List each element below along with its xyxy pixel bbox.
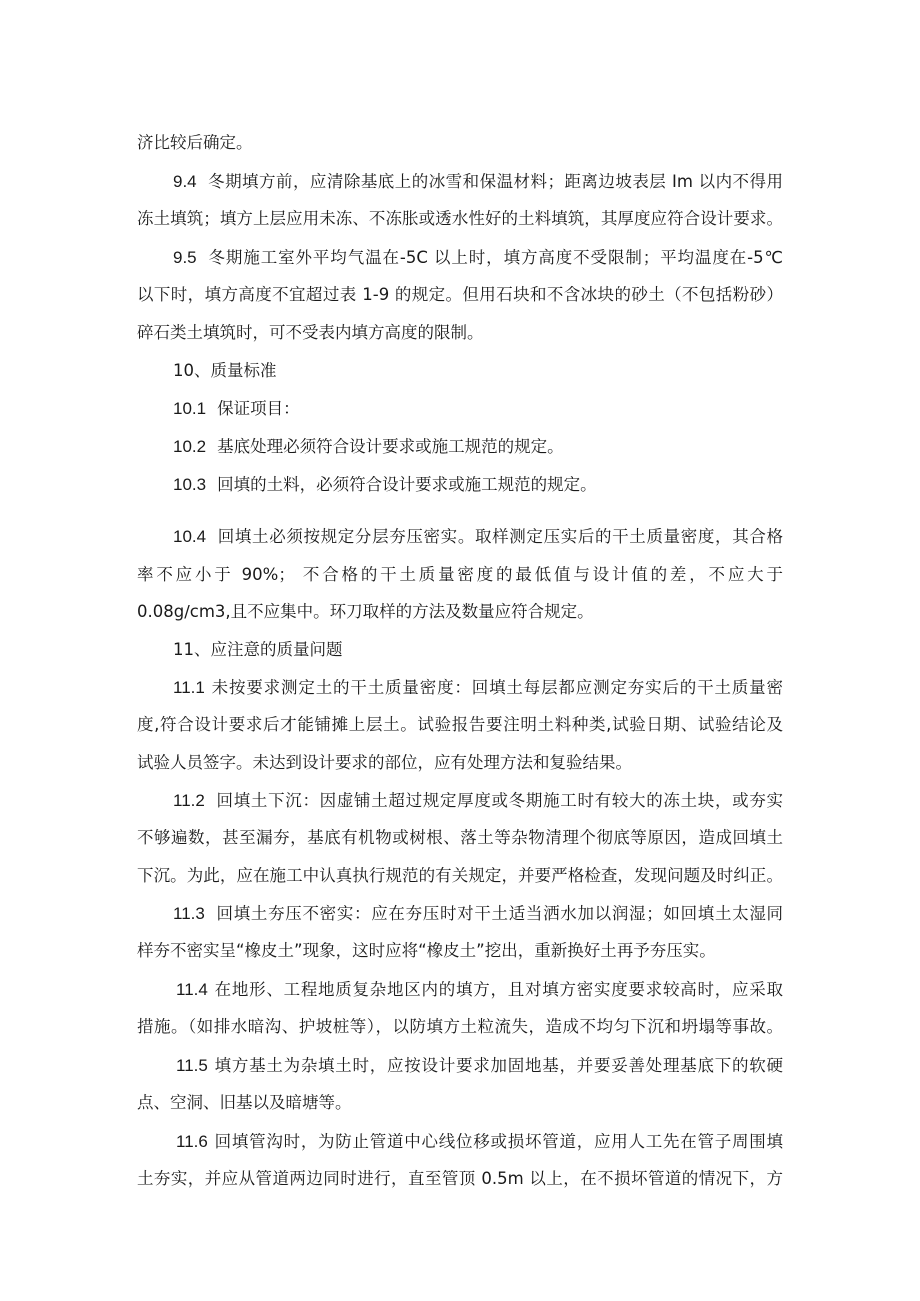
line-text: 点、空洞、旧基以及暗塘等。 xyxy=(137,1093,352,1112)
clause-number: 11.6 xyxy=(176,1132,208,1151)
clause-11-5-line xyxy=(176,1055,783,1077)
line-text: 度,符合设计要求后才能铺摊上层土。试验报告要注明土料种类,试验日期、试验结论及 xyxy=(137,715,783,734)
clause-11-6-line xyxy=(176,1131,783,1153)
paragraph-line xyxy=(137,1168,783,1190)
line-text: 0.08g∕cm3,且不应集中。环刀取样的方法及数量应符合规定。 xyxy=(137,602,594,621)
clause-10-3-line xyxy=(173,474,783,496)
line-text: 在地形、工程地质复杂地区内的填方，且对填方密实度要求较高时，应采取 xyxy=(213,980,783,999)
clause-number: 9.4 xyxy=(173,172,197,191)
clause-11-4-line xyxy=(176,979,783,1001)
section-heading-10 xyxy=(173,360,783,382)
clause-10-2-line xyxy=(173,436,783,458)
clause-11-3-line xyxy=(173,903,783,925)
clause-11-1-line xyxy=(173,677,783,699)
line-text: 以下时，填方高度不宜超过表 1-9 的规定。但用石块和不含冰块的砂土（不包括粉砂） xyxy=(137,285,783,304)
section-heading-11 xyxy=(173,639,783,661)
paragraph-line xyxy=(137,132,783,154)
clause-11-2-line xyxy=(173,790,783,812)
line-text: 填方基土为杂填土时，应按设计要求加固地基，并要妥善处理基底下的软硬 xyxy=(213,1056,783,1075)
heading-text: 10、质量标准 xyxy=(173,361,277,380)
clause-10-4-line xyxy=(173,526,783,548)
line-text: 基底处理必须符合设计要求或施工规范的规定。 xyxy=(217,437,564,456)
line-text: 回填土夯压不密实：应在夯压时对干土适当洒水加以润湿；如回填土太湿同 xyxy=(215,904,783,923)
clause-number: 10.4 xyxy=(173,527,207,546)
paragraph-line xyxy=(137,827,783,849)
clause-number: 11.4 xyxy=(176,980,208,999)
line-text: 回填土必须按规定分层夯压密实。取样测定压实后的干土质量密度，其合格 xyxy=(217,527,783,546)
clause-number: 10.2 xyxy=(173,437,207,456)
clause-number: 11.1 xyxy=(173,678,205,697)
line-text: 土夯实，并应从管道两边同时进行，直至管顶 0.5m 以上，在不损坏管道的情况下，方 xyxy=(137,1169,783,1188)
clause-number: 9.5 xyxy=(173,248,197,267)
clause-number: 10.3 xyxy=(173,475,207,494)
line-text: 率不应小于 90%； 不合格的干土质量密度的最低值与设计值的差，不应大于 xyxy=(137,565,783,584)
paragraph-line xyxy=(137,1016,783,1038)
line-text: 未按要求测定土的干土质量密度：回填土每层都应测定夯实后的干土质量密 xyxy=(210,678,783,697)
line-text: 冬期填方前，应清除基底上的冰雪和保温材料；距离边坡表层 Im 以内不得用 xyxy=(207,172,783,191)
line-text: 回填管沟时，为防止管道中心线位移或损坏管道，应用人工先在管子周围填 xyxy=(213,1132,783,1151)
line-text: 回填土下沉：因虚铺土超过规定厚度或冬期施工时有较大的冻土块，或夯实 xyxy=(215,791,783,810)
paragraph-line xyxy=(137,1092,783,1114)
clause-9-4-line xyxy=(173,171,783,193)
line-text: 碎石类土填筑时，可不受表内填方高度的限制。 xyxy=(137,323,484,342)
paragraph-line xyxy=(137,940,783,962)
paragraph-line xyxy=(137,322,783,344)
clause-9-5-line xyxy=(173,247,783,269)
clause-10-1-line xyxy=(173,398,783,420)
line-text: 下沉。为此，应在施工中认真执行规范的有关规定，并要严格检查，发现问题及时纠正。 xyxy=(137,866,783,885)
line-text: 冬期施工室外平均气温在-5C 以上时，填方高度不受限制；平均温度在-5℃ xyxy=(207,248,783,267)
paragraph-line xyxy=(137,601,783,623)
line-text: 济比较后确定。 xyxy=(137,133,253,152)
clause-number: 11.2 xyxy=(173,791,205,810)
line-text: 不够遍数，甚至漏夯，基底有机物或树根、落土等杂物清理个彻底等原因，造成回填土 xyxy=(137,828,783,847)
line-text: 试验人员签字。未达到设计要求的部位，应有处理方法和复验结果。 xyxy=(137,753,632,772)
clause-number: 10.1 xyxy=(173,399,207,418)
line-text: 回填的土料，必须符合设计要求或施工规范的规定。 xyxy=(217,475,597,494)
line-text: 保证项目： xyxy=(217,399,300,418)
line-text: 措施。（如排水暗沟、护坡桩等），以防填方土粒流失，造成不均匀下沉和坍塌等事故。 xyxy=(137,1017,783,1036)
heading-text: 11、应注意的质量问题 xyxy=(173,640,343,659)
paragraph-line xyxy=(137,752,783,774)
paragraph-line xyxy=(137,865,783,887)
paragraph-line xyxy=(137,208,783,230)
paragraph-line xyxy=(137,284,783,306)
clause-number: 11.3 xyxy=(173,904,205,923)
line-text: 冻土填筑；填方上层应用未冻、不冻胀或透水性好的土料填筑，其厚度应符合设计要求。 xyxy=(137,209,783,228)
paragraph-line xyxy=(137,714,783,736)
line-text: 样夯不密实呈“橡皮土”现象，这时应将“橡皮土”挖出，重新换好土再予夯压实。 xyxy=(137,941,716,960)
clause-number: 11.5 xyxy=(176,1056,208,1075)
paragraph-line xyxy=(137,564,783,586)
